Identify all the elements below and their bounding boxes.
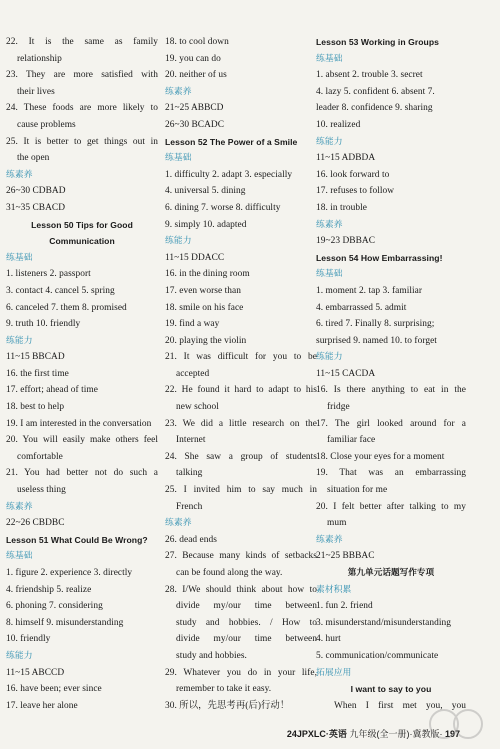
answer-line: 21. You had better not do such a bbox=[6, 468, 158, 479]
answer-line: 4. friendship 5. realize bbox=[6, 584, 92, 595]
section-label: 练能力 bbox=[165, 236, 192, 247]
answer-line: relationship bbox=[17, 53, 62, 64]
answer-line: divide my/our time between bbox=[176, 634, 317, 645]
answer-line: 4. universal 5. dining bbox=[165, 186, 246, 197]
answer-line: useless thing bbox=[17, 485, 66, 496]
book-code: 24JPXLC·英语 bbox=[286, 729, 347, 739]
answer-line: 1. moment 2. tap 3. familiar bbox=[316, 285, 423, 296]
answer-line: 11~15 ADBDA bbox=[316, 153, 376, 164]
answer-line: 19. That was an embarrassing bbox=[316, 468, 466, 479]
section-label: 练素养 bbox=[6, 501, 33, 512]
answer-line: 10. friendly bbox=[6, 634, 51, 645]
answer-line: 5. communication/communicate bbox=[316, 650, 439, 661]
section-label: 练能力 bbox=[6, 335, 33, 346]
answer-line: 11~15 ABCCD bbox=[6, 667, 65, 678]
answer-line: 17. effort; ahead of time bbox=[6, 385, 98, 396]
answer-line: 6. dining 7. worse 8. difficulty bbox=[165, 202, 281, 213]
answer-line: 10. realized bbox=[316, 119, 361, 130]
column-right bbox=[316, 34, 466, 714]
answer-line: 11~15 DDACC bbox=[165, 252, 225, 263]
answer-line: 24. She saw a group of students bbox=[165, 451, 317, 462]
answer-line: French bbox=[176, 501, 203, 512]
answer-line: can be found along the way. bbox=[176, 568, 283, 578]
lesson-heading: Communication bbox=[49, 236, 115, 247]
answer-line: 26~30 BCADC bbox=[165, 119, 225, 130]
page-number: 197 bbox=[444, 729, 460, 739]
section-label: 练素养 bbox=[165, 86, 192, 97]
answer-line: 17. The girl looked around for a bbox=[316, 418, 466, 429]
section-label: 练素养 bbox=[165, 518, 192, 529]
lesson-heading: Lesson 52 The Power of a Smile bbox=[165, 136, 298, 147]
answer-line: 16. look forward to bbox=[316, 169, 390, 180]
lesson-heading: Lesson 53 Working in Groups bbox=[316, 37, 439, 47]
answer-line: study and hobbies. / How to bbox=[176, 617, 317, 628]
lesson-heading: I want to say to you bbox=[350, 684, 432, 695]
lesson-heading: Lesson 51 What Could Be Wrong? bbox=[6, 534, 148, 545]
answer-line: 1. listeners 2. passport bbox=[6, 269, 91, 280]
answer-line: 17. leave her alone bbox=[6, 700, 78, 711]
answer-line: 11~15 BBCAD bbox=[6, 352, 65, 363]
answer-line: remember to take it easy. bbox=[176, 684, 272, 695]
answer-line: 21. It was difficult for you to be bbox=[165, 352, 317, 363]
answer-line: fridge bbox=[327, 402, 350, 413]
answer-line: 6. canceled 7. them 8. promised bbox=[6, 302, 127, 313]
answer-line: 23. They are more satisfied with bbox=[6, 70, 158, 81]
answer-line: 22~26 CBDBC bbox=[6, 518, 65, 529]
section-label: 拓展应用 bbox=[316, 667, 352, 678]
section-label: 练能力 bbox=[6, 650, 33, 661]
answer-line: 21~25 BBBAC bbox=[316, 551, 375, 562]
answer-line: 25. It is better to get things out in bbox=[6, 136, 158, 147]
lesson-heading: Lesson 54 How Embarrassing! bbox=[316, 252, 443, 263]
edition-label: ·冀教版· bbox=[409, 729, 443, 739]
watermark-logo bbox=[424, 706, 494, 746]
answer-line: 22. It is the same as family bbox=[6, 37, 158, 47]
answer-line: 26~30 CDBAD bbox=[6, 186, 66, 197]
answer-line: 9. truth 10. friendly bbox=[6, 319, 81, 330]
answer-line: talking bbox=[176, 468, 203, 479]
answer-line: 23. We did a little research on the bbox=[165, 418, 317, 429]
column-left bbox=[6, 34, 158, 714]
answer-line: 6. phoning 7. considering bbox=[6, 601, 103, 612]
section-label: 练素养 bbox=[316, 219, 343, 230]
answer-line: 1. difficulty 2. adapt 3. especially bbox=[165, 169, 293, 180]
lesson-heading: Lesson 50 Tips for Good bbox=[31, 219, 133, 230]
answer-line: 21~25 ABBCD bbox=[165, 103, 224, 114]
section-label: 练能力 bbox=[316, 136, 343, 147]
section-label: 练基础 bbox=[316, 53, 343, 64]
answer-line: 18. to cool down bbox=[165, 37, 229, 47]
answer-line: 29. Whatever you do in your life, bbox=[165, 667, 317, 678]
answer-line: leader 8. confidence 9. sharing bbox=[316, 103, 433, 114]
answer-line: 16. in the dining room bbox=[165, 269, 250, 280]
answer-line: 31~35 CBACD bbox=[6, 202, 66, 213]
answer-line: 6. tired 7. Finally 8. surprising; bbox=[316, 319, 435, 330]
answer-line: 18. smile on his face bbox=[165, 302, 244, 313]
answer-line: 25. I invited him to say much in bbox=[165, 485, 317, 496]
section-label: 练能力 bbox=[316, 352, 343, 363]
answer-line: 8. himself 9. misunderstanding bbox=[6, 617, 124, 628]
answer-line: divide my/our time between bbox=[176, 601, 317, 612]
answer-line: 20. I felt better after talking to my bbox=[316, 501, 466, 512]
answer-line: 18. in trouble bbox=[316, 202, 367, 213]
section-label: 练素养 bbox=[6, 169, 33, 180]
answer-line: 26. dead ends bbox=[165, 534, 217, 545]
answer-line: When I first met you, you bbox=[334, 700, 466, 711]
grade-label: 九年级(全一册) bbox=[349, 729, 410, 739]
answer-line: study and hobbies. bbox=[176, 650, 247, 661]
answer-line: 1. absent 2. trouble 3. secret bbox=[316, 70, 423, 81]
answer-line: 19. find a way bbox=[165, 319, 220, 330]
answer-line: 9. simply 10. adapted bbox=[165, 219, 247, 230]
answer-line: 19. I am interested in the conversation bbox=[6, 418, 152, 429]
answer-line: the open bbox=[17, 153, 50, 164]
section-label: 练基础 bbox=[6, 551, 33, 562]
answer-line: new school bbox=[176, 402, 219, 413]
answer-line: 17. refuses to follow bbox=[316, 186, 395, 197]
answer-line: 17. even worse than bbox=[165, 285, 241, 296]
answer-line: 18. Close your eyes for a moment bbox=[316, 451, 445, 462]
answer-line: 30. 所以，先思考再(后)行动！ bbox=[165, 700, 290, 711]
answer-line: 4. hurt bbox=[316, 634, 341, 645]
answer-line: 4. embarrassed 5. admit bbox=[316, 302, 407, 313]
answer-line: 1. figure 2. experience 3. directly bbox=[6, 568, 133, 578]
answer-line: 20. playing the violin bbox=[165, 335, 247, 346]
answer-line: Internet bbox=[176, 435, 206, 446]
answer-line: 16. the first time bbox=[6, 368, 69, 379]
answer-line: familiar face bbox=[327, 435, 376, 446]
answer-line: 28. I/We should think about how to bbox=[165, 584, 317, 595]
answer-line: cause problems bbox=[17, 119, 76, 130]
answer-line: 18. best to help bbox=[6, 402, 65, 413]
section-label: 练基础 bbox=[316, 269, 343, 280]
answer-line: comfortable bbox=[17, 451, 63, 462]
answer-line: 1. fun 2. friend bbox=[316, 601, 373, 612]
answer-line: 3. contact 4. cancel 5. spring bbox=[6, 285, 115, 296]
answer-line: 19~23 DBBAC bbox=[316, 236, 376, 247]
answer-line: 20. You will easily make others feel bbox=[6, 435, 158, 446]
answer-line: 19. you can do bbox=[165, 53, 221, 64]
answer-line: 4. lazy 5. confident 6. absent 7. bbox=[316, 86, 435, 97]
answer-line: 16. Is there anything to eat in the bbox=[316, 385, 466, 396]
answer-line: accepted bbox=[176, 368, 210, 379]
answer-line: 16. have been; ever since bbox=[6, 684, 102, 695]
section-label: 素材积累 bbox=[316, 584, 352, 595]
answer-line: 3. misunderstand/misunderstanding bbox=[316, 617, 451, 628]
section-label: 练素养 bbox=[316, 534, 343, 545]
answer-line: 20. neither of us bbox=[165, 70, 227, 81]
section-label: 练基础 bbox=[6, 252, 33, 263]
unit-heading: 第九单元话题写作专项 bbox=[347, 568, 435, 578]
section-label: 练基础 bbox=[165, 153, 192, 164]
column-middle bbox=[165, 34, 317, 714]
answer-line: 24. These foods are more likely to bbox=[6, 103, 158, 114]
answer-line: 22. He found it hard to adapt to his bbox=[165, 385, 317, 396]
answer-line: their lives bbox=[17, 86, 55, 97]
answer-line: situation for me bbox=[327, 485, 388, 496]
answer-line: 11~15 CACDA bbox=[316, 368, 376, 379]
answer-line: surprised 9. named 10. to forget bbox=[316, 335, 437, 346]
answer-line: mum bbox=[327, 518, 347, 529]
answer-line: 27. Because many kinds of setbacks bbox=[165, 551, 317, 562]
